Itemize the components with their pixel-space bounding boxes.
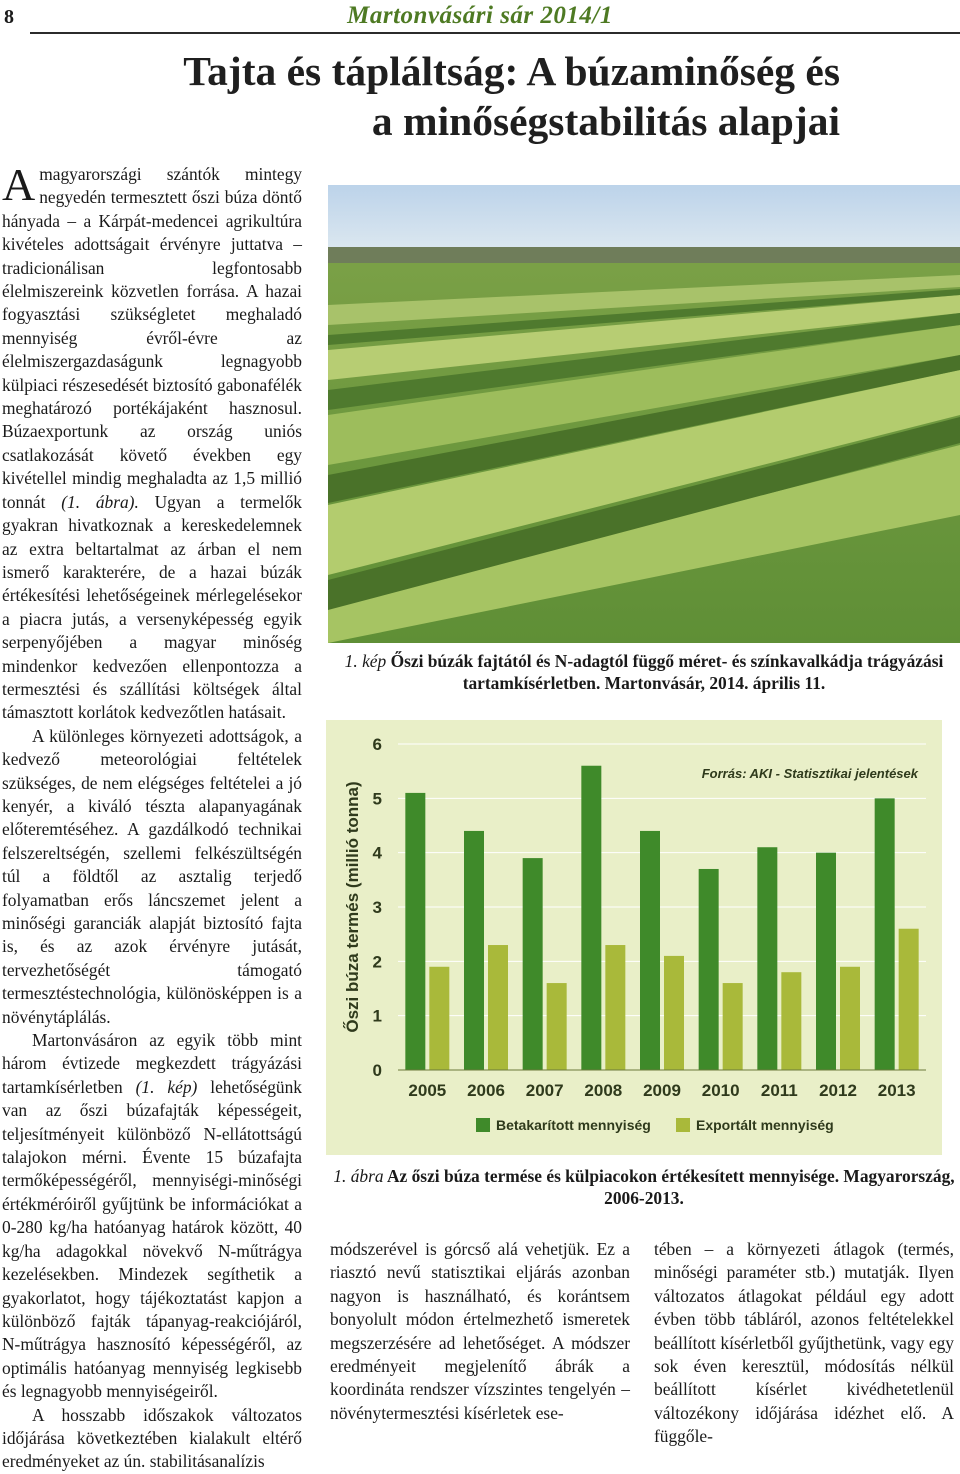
y-tick-label: 5 bbox=[372, 789, 382, 809]
figure-caption-label: 1. ábra bbox=[333, 1166, 384, 1186]
center-text-column bbox=[330, 1238, 630, 1425]
wheat-production-chart bbox=[326, 720, 942, 1155]
bar-export bbox=[723, 983, 743, 1070]
right-column-text: tében – a környezeti átlagok (termés, minőségi paraméter stb.) mutatják. Ilyen változatos átlagokat például egy adott évben több tábláról, azonos feltételekkel beállított kísérletből gyűjthetünk, vagy egy sok éven keresztül, módosítás nélkül beállított kísérlet kivédhetetlenül változékony időjárása idézhet elő. A függőle- bbox=[654, 1239, 954, 1447]
paragraph-1-continued: Ugyan a termelők gyakran hivatkoznak a kereskedelemnek az extra beltartalmat az árban el nem ismerő karakterére, de a hazai búzák értékesítési lehetőségeinek mérlegelésekor a piacra jutás, a versenyképesség egyik serpenyőjében a magyar minőség mindenkor kedvezően ellenpontozza a termesztési és szállítási költségek által támasztott korlátok kedvezőtlen hatásait. bbox=[2, 491, 302, 723]
bar-harvest bbox=[405, 793, 425, 1070]
paragraph-2: A különleges környezeti adottságok, a kedvező meteorológiai feltételek szükséges, de nem elégséges feltételei a jó kenyér, a kiváló tészta alapanyagának előteremtéséhez. A gazdálkodó technikai felszereltségén, szellemi felkészültségén túl a földtől az asztalig terjedő folyamatban erős láncszemet jelent a minőségi garanciák alapját biztosító fajta is, és az azok érvényre jutását, tervezhetőségét támogató termesztéstechnológia, különösképpen is a növénytáplálás. bbox=[2, 725, 302, 1027]
x-tick-label: 2009 bbox=[643, 1081, 681, 1100]
bar-harvest bbox=[816, 853, 836, 1070]
article-title bbox=[118, 46, 840, 146]
photo-caption-text: Őszi búzák fajtától és N-adagtól függő méret- és színkavalkádja trágyázási tartamkísérletben. Martonvásár, 2014. április 11. bbox=[390, 651, 944, 693]
y-tick-label: 2 bbox=[372, 952, 382, 972]
legend-swatch bbox=[476, 1118, 490, 1132]
legend-label: Betakarított mennyiség bbox=[496, 1117, 651, 1133]
running-header: Martonvásári sár 2014/1 bbox=[347, 2, 613, 29]
bar-export bbox=[781, 972, 801, 1070]
chart-canvas bbox=[326, 720, 942, 1155]
bar-harvest bbox=[640, 831, 660, 1070]
wheat-field-photo bbox=[328, 185, 960, 643]
bar-export bbox=[840, 967, 860, 1070]
figure-reference: (1. ábra). bbox=[61, 491, 139, 512]
bar-harvest bbox=[523, 858, 543, 1070]
title-line-2: a minőségstabilitás alapjai bbox=[371, 98, 840, 144]
x-tick-label: 2010 bbox=[701, 1081, 740, 1100]
bar-export bbox=[488, 945, 508, 1070]
bar-harvest bbox=[757, 847, 777, 1070]
right-text-column bbox=[654, 1238, 954, 1449]
x-tick-label: 2012 bbox=[819, 1081, 857, 1100]
bar-harvest bbox=[464, 831, 484, 1070]
legend-swatch bbox=[676, 1118, 690, 1132]
x-tick-label: 2005 bbox=[408, 1081, 447, 1100]
photo-illustration bbox=[328, 185, 960, 643]
y-tick-label: 0 bbox=[372, 1061, 382, 1080]
paragraph-3-continued: lehetőségünk van az őszi búzafajták képességeit, teljesítményeit különböző N-ellátottságú talajokon mérni. Évente 15 búzafajta termőképességéről, mennyiségi-minőségi értékméróiről gyűjtünk be információkat a 0-280 kg/ha hatóanyag határok között, 40 kg/ha adagokkal növekvő N-műtrágya kezelésekben. Mindezek segíthetik a gyakorlatot, hogy tájékoztatást kapjon a különböző fajták tápanyag-reakciójáról, N-műtrágya hasznosító képességéről, az optimális hatóanyag mennyiség legkisebb és legnagyobb mennyiségeiről. bbox=[2, 1076, 302, 1402]
center-column-text: módszerével is górcső alá vehetjük. Ez a riasztó nevű statisztikai eljárás azonban nagyon is használható, és korántsem bonyolult módon értelmezhető ismeretek megszerzésére ad lehetőséget. A módszer eredményeit megjelenítő ábrák a koordináta rendszer vízszintes tengelyén – növénytermesztési kísérletek ese- bbox=[330, 1239, 630, 1423]
bar-harvest bbox=[875, 798, 895, 1070]
left-text-column bbox=[2, 159, 302, 1474]
y-tick-label: 6 bbox=[372, 735, 382, 754]
chart-source-note: Forrás: AKI - Statisztikai jelentések bbox=[701, 766, 918, 781]
y-axis-label: Őszi búza termés (millió tonna) bbox=[343, 781, 362, 1033]
x-tick-label: 2007 bbox=[525, 1081, 564, 1100]
photo-caption bbox=[328, 650, 960, 694]
bar-export bbox=[547, 983, 567, 1070]
figure-caption-text: Az őszi búza termése és külpiacokon értékesített mennyisége. Magyarország, 2006-2013. bbox=[386, 1166, 955, 1208]
bar-export bbox=[605, 945, 625, 1070]
bar-export bbox=[429, 967, 449, 1070]
page-number: 8 bbox=[4, 6, 14, 28]
drop-cap: A bbox=[2, 159, 36, 210]
figure-caption bbox=[328, 1165, 960, 1209]
bar-export bbox=[899, 929, 919, 1070]
y-tick-label: 3 bbox=[372, 898, 382, 917]
title-line-1: Tajta és tápláltság: A búzaminőség és bbox=[183, 48, 840, 94]
photo-caption-label: 1. kép bbox=[344, 651, 387, 671]
x-tick-label: 2011 bbox=[760, 1081, 798, 1100]
bar-harvest bbox=[581, 766, 601, 1070]
legend-label: Exportált mennyiség bbox=[696, 1117, 834, 1133]
paragraph-4: A hosszabb időszakok változatos időjárása következtében kialakult eltérő eredményeket az ún. stabilitásanalízis bbox=[2, 1404, 302, 1472]
photo-reference: (1. kép) bbox=[135, 1076, 198, 1097]
x-tick-label: 2008 bbox=[584, 1081, 623, 1100]
paragraph-1: magyarországi szántók mintegy negyedén termesztett őszi búza döntő hányada – a Kárpát-medencei agrikultúra kivételes adottságait érvényre juttatva – tradicionálisan legfontosabb élelmiszereink közvetlen forrása. A hazai fogyasztási szükségletet meghaladó mennyiség évről-évre az élelmiszergazdaságunk legnagyobb külpiaci részesedését biztosító gabonafélék meghatározó portékájaként hasznosul. Búzaexportunk az ország uniós csatlakozását követő években egy kivétellel mindig meghaladta az 1,5 millió tonnát bbox=[2, 164, 302, 512]
bar-harvest bbox=[699, 869, 719, 1070]
y-tick-label: 1 bbox=[372, 1006, 382, 1026]
bar-export bbox=[664, 956, 684, 1070]
x-tick-label: 2006 bbox=[467, 1081, 505, 1100]
paragraph-3: Martonvásáron az egyik több mint három évtizede megkezdett trágyázási tartamkísérletben bbox=[2, 1030, 302, 1097]
y-tick-label: 4 bbox=[372, 843, 382, 863]
x-tick-label: 2013 bbox=[877, 1081, 916, 1100]
header-rule bbox=[30, 32, 960, 34]
